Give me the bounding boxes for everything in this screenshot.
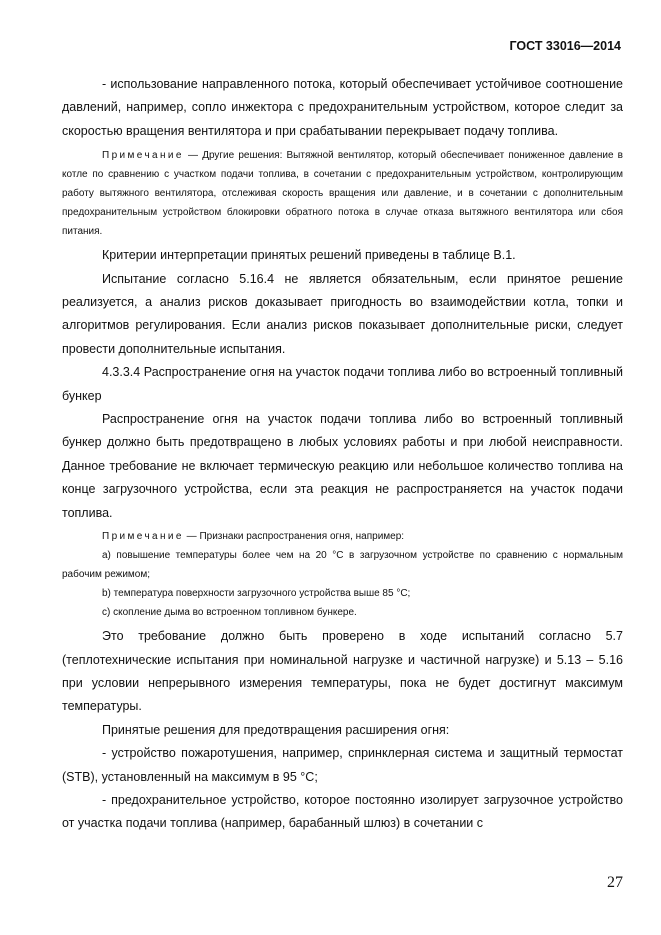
note-item-b: b) температура поверхности загрузочного устройства выше 85 °С; [102,588,411,600]
paragraph-sprinkler: - устройство пожаротушения, например, спринклерная система и защитный термостат (STB), установленный на максимум в 95 °С; [62,746,623,784]
page-number: 27 [607,874,623,891]
section-heading-4-3-3-4: 4.3.3.4 Распространение огня на участок подачи топлива либо во встроенный топливный бункер [62,365,623,403]
paragraph-test-optional: Испытание согласно 5.16.4 не является обязательным, если принятое решение реализуется, а анализ рисков доказывает пригодность во взаимодействии котла, топки и алгоритмов регулирования. Если анализ рисков показывает дополнительные риски, следует провести дополнительные испытания. [62,271,623,356]
paragraph-requirement-check: Это требование должно быть проверено в ходе испытаний согласно 5.7 (теплотехнические испытания при номинальной нагрузке и частичной нагрузке) и 5.13 – 5.16 при условии непрерывного измерения температуры, пока не будет достигнут максимум температуры. [62,629,623,714]
note-item-a: a) повышение температуры более чем на 20 °С в загрузочном устройстве по сравнению с нормальным рабочим режимом; [62,550,623,581]
paragraph-fire-spread: Распространение огня на участок подачи топлива либо во встроенный топливный бункер должно быть предотвращено в любых условиях работы и при любой неисправности. Данное требование не включает термическую реакцию или небольшое количество топлива на конце загрузочного устройства, если эта реакция не распространяется на участок подачи топлива. [62,412,623,520]
document-body [62,73,623,836]
paragraph-safety-device: - предохранительное устройство, которое постоянно изолирует загрузочное устройство от участка подачи топлива (например, барабанный шлюз) в сочетании с [62,792,623,831]
paragraph-solutions-intro: Принятые решения для предотвращения расширения огня: [102,722,450,737]
note-label: Примечание [102,531,184,543]
note-other-solutions [62,146,623,241]
note-label: Примечание [102,150,184,162]
note-fire-signs [62,527,623,546]
paragraph-directed-flow: - использование направленного потока, который обеспечивает устойчивое соотношение давлений, например, сопло инжектора с предохранительным устройством, которое следит за скоростью вращения вентилятора и при срабатывании перекрывает подачу топлива. [62,77,623,138]
note-text: — Признаки распространения огня, например: [183,531,405,543]
note-text: — Другие решения: Вытяжной вентилятор, который обеспечивает пониженное давление в котле по сравнению с участком подачи топлива, в сочетании с предохранительным устройством, контролирующим работу вытяжного вентилятора, отслеживая скорость вращения или давление, и в сочетании с дополнительным предохранительным устройством блокировки обратного потока в случае отказа вытяжного вентилятора или сбоя питания. [62,150,623,238]
note-item-c: c) скопление дыма во встроенном топливном бункере. [102,607,357,619]
paragraph-criteria: Критерии интерпретации принятых решений приведены в таблице В.1. [102,248,516,263]
standard-header: ГОСТ 33016—2014 [509,39,621,53]
